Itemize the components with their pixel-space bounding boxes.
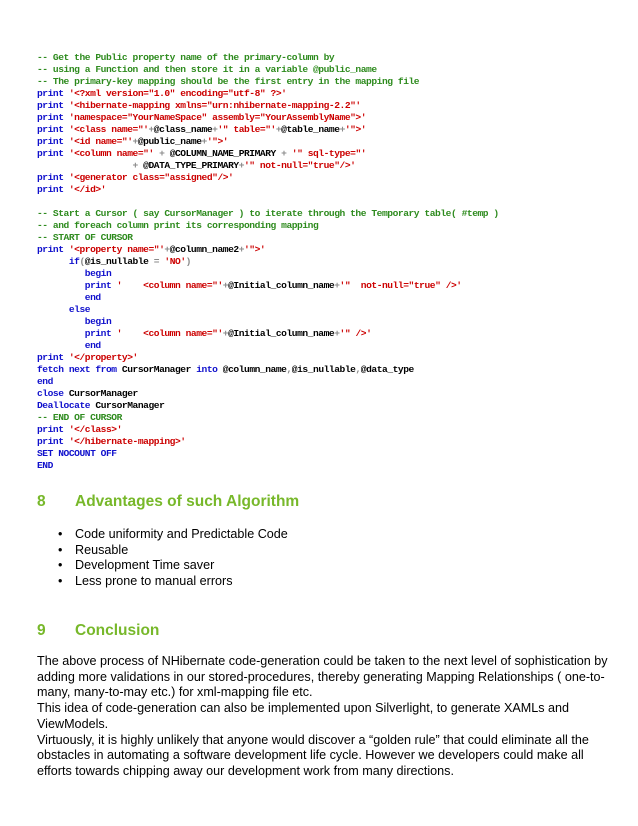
code-token: begin bbox=[84, 316, 112, 327]
code-token: + bbox=[334, 328, 340, 339]
code-token bbox=[37, 316, 85, 327]
code-token: end bbox=[37, 376, 53, 387]
code-token: ' <column name="' bbox=[116, 328, 223, 339]
code-token: @Initial_column_name bbox=[228, 280, 335, 291]
code-token: ( bbox=[79, 256, 85, 267]
code-line bbox=[37, 460, 627, 472]
code-token: @data_type bbox=[360, 364, 414, 375]
section-8-number: 8 bbox=[37, 493, 46, 510]
code-token: '<generator class="assigned"/>' bbox=[68, 172, 234, 183]
code-token: @table_name bbox=[281, 124, 340, 135]
code-token: '" />' bbox=[339, 328, 372, 339]
code-token: + bbox=[132, 136, 138, 147]
code-line bbox=[37, 340, 627, 352]
code-line bbox=[37, 448, 627, 460]
code-token: + bbox=[222, 280, 229, 291]
code-line bbox=[37, 364, 627, 376]
sql-code-block bbox=[37, 52, 627, 472]
list-item: • Development Time saver bbox=[58, 558, 288, 574]
code-token: + bbox=[334, 280, 340, 291]
code-token: ) bbox=[185, 256, 191, 267]
code-token: 'namespace="YourNameSpace" assembly="YourAssemblyName">' bbox=[68, 112, 367, 123]
code-token: @class_name bbox=[153, 124, 213, 135]
code-token: print bbox=[37, 424, 69, 435]
code-line bbox=[37, 352, 627, 364]
code-token: -- Start a Cursor ( say CursorManager ) to iterate through the Temporary table( #temp ) bbox=[37, 208, 499, 219]
code-line bbox=[37, 304, 627, 316]
code-token: ' <column name="' bbox=[116, 280, 223, 291]
code-token: '<?xml version="1.0" encoding="utf-8" ?>' bbox=[68, 88, 287, 99]
code-token bbox=[37, 340, 85, 351]
code-line bbox=[37, 52, 627, 64]
code-token: -- Get the Public property name of the primary-column by bbox=[37, 52, 335, 63]
code-line bbox=[37, 88, 627, 100]
code-token: @DATA_TYPE_PRIMARY bbox=[137, 160, 239, 171]
code-token: -- The primary-key mapping should be the first entry in the mapping file bbox=[37, 76, 420, 87]
code-line bbox=[37, 172, 627, 184]
code-token: @column_name2 bbox=[169, 244, 239, 255]
code-token: CursorManager bbox=[121, 364, 197, 375]
code-token: + bbox=[339, 124, 345, 135]
code-token bbox=[37, 292, 85, 303]
code-line bbox=[37, 76, 627, 88]
code-token: + bbox=[159, 148, 165, 159]
code-token: SET NOCOUNT OFF bbox=[37, 448, 117, 459]
code-token: print bbox=[37, 172, 69, 183]
list-item: • Code uniformity and Predictable Code bbox=[58, 527, 288, 543]
code-token: + bbox=[238, 160, 244, 171]
list-item: • Less prone to manual errors bbox=[58, 574, 288, 590]
code-token: print bbox=[37, 100, 69, 111]
code-token: + bbox=[148, 124, 154, 135]
code-token: print bbox=[84, 328, 117, 339]
code-line bbox=[37, 64, 627, 76]
code-token: + bbox=[132, 160, 138, 171]
code-line bbox=[37, 232, 627, 244]
code-token: '">' bbox=[206, 136, 229, 147]
section-9-title: Conclusion bbox=[75, 622, 160, 639]
section-8-heading bbox=[37, 493, 299, 511]
code-line bbox=[37, 328, 627, 340]
code-token: , bbox=[286, 364, 292, 375]
code-token: '" not-null="true" />' bbox=[339, 280, 462, 291]
code-token: END bbox=[37, 460, 53, 471]
code-token: -- using a Function and then store it in a variable @public_name bbox=[37, 64, 377, 75]
code-token: '<id name="' bbox=[68, 136, 133, 147]
code-token: end bbox=[84, 292, 101, 303]
code-token: '</property>' bbox=[68, 352, 138, 363]
code-token: '" table="' bbox=[217, 124, 276, 135]
code-line bbox=[37, 268, 627, 280]
code-line bbox=[37, 292, 627, 304]
code-token: 'NO' bbox=[164, 256, 186, 267]
code-token: '<class name="' bbox=[68, 124, 149, 135]
code-token: '" sql-type="' bbox=[291, 148, 367, 159]
code-line bbox=[37, 256, 627, 268]
code-token: + bbox=[275, 124, 282, 135]
code-token: @column_name bbox=[222, 364, 287, 375]
code-token: CursorManager bbox=[68, 388, 138, 399]
code-token: print bbox=[84, 280, 117, 291]
code-line bbox=[37, 412, 627, 424]
code-token: + bbox=[281, 148, 287, 159]
section-8-title: Advantages of such Algorithm bbox=[75, 493, 300, 510]
code-token: print bbox=[37, 88, 69, 99]
code-line bbox=[37, 280, 627, 292]
code-token: + bbox=[212, 124, 218, 135]
code-token: print bbox=[37, 112, 69, 123]
code-token: -- END OF CURSOR bbox=[37, 412, 122, 423]
code-token: Deallocate bbox=[37, 400, 96, 411]
code-token: @COLUMN_NAME_PRIMARY bbox=[164, 148, 282, 159]
code-line bbox=[37, 376, 627, 388]
code-token bbox=[37, 280, 85, 291]
code-token bbox=[37, 256, 69, 267]
code-line bbox=[37, 100, 627, 112]
code-token: print bbox=[37, 244, 69, 255]
code-token: print bbox=[37, 124, 69, 135]
advantages-list bbox=[58, 527, 288, 589]
code-token: , bbox=[355, 364, 361, 375]
code-token: '">' bbox=[244, 244, 266, 255]
code-token: -- and foreach column print its corresponding mapping bbox=[37, 220, 319, 231]
code-token bbox=[37, 160, 133, 171]
code-token: '</id>' bbox=[68, 184, 106, 195]
code-token: begin bbox=[84, 268, 112, 279]
code-token: = bbox=[153, 256, 160, 267]
section-9-heading bbox=[37, 622, 159, 640]
list-item: • Reusable bbox=[58, 543, 288, 559]
code-token: + bbox=[164, 244, 170, 255]
conclusion-paragraph: Virtuously, it is highly unlikely that anyone would discover a “golden rule” that could eliminate all the obstacles in automating a software development life cycle. However we developers could make all efforts towards chipping away our development work from many directions. bbox=[37, 732, 589, 778]
code-line bbox=[37, 196, 627, 208]
code-token: '</hibernate-mapping>' bbox=[68, 436, 186, 447]
code-line bbox=[37, 208, 627, 220]
code-token: '<column name="' bbox=[68, 148, 154, 159]
code-token: + bbox=[222, 328, 229, 339]
code-token: @is_nullable bbox=[84, 256, 154, 267]
code-token bbox=[37, 328, 85, 339]
code-line bbox=[37, 316, 627, 328]
code-token: '" not-null="true"/>' bbox=[244, 160, 356, 171]
code-line bbox=[37, 220, 627, 232]
code-line bbox=[37, 112, 627, 124]
code-token: end bbox=[84, 340, 101, 351]
code-token: + bbox=[201, 136, 207, 147]
code-token: if bbox=[68, 256, 80, 267]
code-token: into bbox=[196, 364, 223, 375]
code-token bbox=[37, 268, 85, 279]
code-token: print bbox=[37, 184, 69, 195]
code-line bbox=[37, 244, 627, 256]
code-token: print bbox=[37, 148, 69, 159]
code-token: print bbox=[37, 352, 69, 363]
code-line bbox=[37, 148, 627, 160]
code-token: close bbox=[37, 388, 69, 399]
code-line bbox=[37, 424, 627, 436]
code-line bbox=[37, 436, 627, 448]
section-9-number: 9 bbox=[37, 622, 46, 639]
code-token bbox=[37, 304, 69, 315]
code-token: '</class>' bbox=[68, 424, 122, 435]
code-token: @public_name bbox=[137, 136, 202, 147]
code-token: fetch next from bbox=[37, 364, 122, 375]
code-token: @Initial_column_name bbox=[228, 328, 335, 339]
code-token: @is_nullable bbox=[291, 364, 356, 375]
conclusion-paragraph: This idea of code-generation can also be implemented upon Silverlight, to generate XAMLs and ViewModels. bbox=[37, 701, 570, 731]
conclusion-paragraph: The above process of NHibernate code-generation could be taken to the next level of sophistication by adding more validations in our stored-procedures, thereby generating Mapping Relationships ( one-to-many, many-to-may etc.) for xml-mapping file etc. bbox=[37, 654, 608, 700]
code-token: '<hibernate-mapping xmlns="urn:nhibernate-mapping-2.2"' bbox=[68, 100, 361, 111]
conclusion-text bbox=[37, 654, 617, 780]
code-token: print bbox=[37, 136, 69, 147]
code-token: print bbox=[37, 436, 69, 447]
code-line bbox=[37, 136, 627, 148]
code-token: + bbox=[238, 244, 244, 255]
code-line bbox=[37, 124, 627, 136]
code-line bbox=[37, 184, 627, 196]
code-line bbox=[37, 160, 627, 172]
code-line bbox=[37, 400, 627, 412]
code-token: CursorManager bbox=[95, 400, 165, 411]
code-token: '<property name="' bbox=[68, 244, 165, 255]
code-line bbox=[37, 388, 627, 400]
code-token: else bbox=[68, 304, 91, 315]
code-token: '">' bbox=[344, 124, 367, 135]
code-token: -- START OF CURSOR bbox=[37, 232, 133, 243]
